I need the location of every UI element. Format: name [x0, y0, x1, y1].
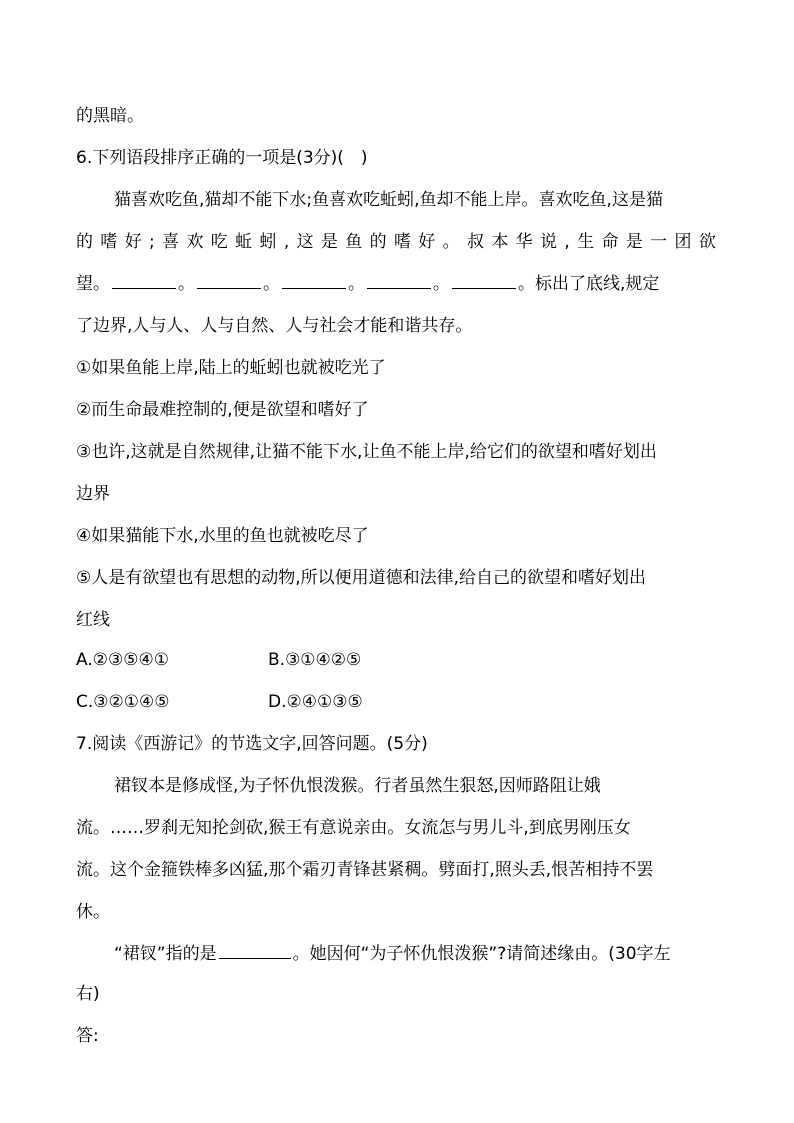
- q6-line-2-char: 好: [124, 232, 142, 252]
- q6-passage-line-4: 了边界,人与人、人与自然、人与社会才能和谐共存。: [76, 316, 473, 336]
- q7-excerpt-line-2: 流。……罗刹无知抡剑砍,猴王有意说亲由。女流怎与男儿斗,到底男刚压女: [76, 818, 631, 838]
- q6-line-2-char: 欢: [186, 232, 204, 252]
- q7-excerpt-line-1: 裙钗本是修成怪,为子怀仇恨泼猴。行者虽然生狠怒,因师路阻让娥: [114, 776, 601, 796]
- q6-passage-line-3-end: 。标出了底线,规定: [518, 274, 660, 294]
- q7-excerpt-line-3: 流。这个金箍铁棒多凶猛,那个霜刃青锋甚紧稠。劈面打,照头丢,恨苦相持不罢: [76, 860, 654, 880]
- q6-passage-line-3: [76, 272, 659, 296]
- q6-line-2-char: 的: [76, 232, 93, 252]
- option-b[interactable]: B.③①④②⑤: [268, 650, 362, 670]
- q7-question-line-2: 右): [76, 984, 100, 1004]
- q6-line-2-char: 团: [674, 232, 692, 252]
- question-7-stem: 7.阅读《西游记》的节选文字,回答问题。(5分): [76, 734, 428, 754]
- q7-excerpt-line-4: 休。: [76, 902, 110, 922]
- q6-passage-line-3-start: 望。: [76, 274, 110, 294]
- fill-blank-4[interactable]: [367, 272, 431, 289]
- q6-line-2-char: 欲: [698, 232, 716, 252]
- sentence-4: ④如果猫能下水,水里的鱼也就被吃尽了: [76, 526, 369, 546]
- q6-line-2-char: 蚯: [235, 232, 253, 252]
- q6-line-2-char: 嗜: [393, 232, 411, 252]
- sentence-3-line-1: ③也许,这就是自然规律,让猫不能下水,让鱼不能上岸,给它们的欲望和嗜好划出: [76, 442, 657, 462]
- blank-separator: 。: [433, 274, 450, 294]
- fill-blank-2[interactable]: [197, 272, 261, 289]
- q6-line-2-char: ;: [149, 232, 155, 252]
- sentence-5-line-1: ⑤人是有欲望也有思想的动物,所以便用道德和法律,给自己的欲望和嗜好划出: [76, 568, 647, 588]
- answer-blank[interactable]: [219, 942, 291, 959]
- q6-line-2-char: 叔: [466, 232, 484, 252]
- sentence-3-line-2: 边界: [76, 484, 110, 504]
- q6-line-2-char: 命: [601, 232, 619, 252]
- option-d[interactable]: D.②④①③⑤: [268, 692, 363, 712]
- fill-blank-3[interactable]: [282, 272, 346, 289]
- q6-line-2-char: ,: [564, 232, 570, 252]
- q6-line-2-char: 生: [577, 232, 595, 252]
- blank-separator: 。: [348, 274, 365, 294]
- q7-question-line-1: [114, 942, 671, 966]
- question-6-stem: 6.下列语段排序正确的一项是(3分)( ): [76, 148, 368, 168]
- q6-line-2-char: 说: [540, 232, 558, 252]
- q6-passage-line-2: [76, 230, 716, 254]
- q6-line-2-char: 华: [515, 232, 533, 252]
- q7-question-end: 。她因何“为子怀仇恨泼猴”?请简述缘由。(30字左: [292, 944, 671, 964]
- blank-separator: 。: [178, 274, 195, 294]
- q6-line-2-char: 。: [442, 232, 460, 252]
- answer-label: 答:: [76, 1026, 99, 1046]
- sentence-2: ②而生命最难控制的,便是欲望和嗜好了: [76, 400, 369, 420]
- q6-line-2-char: 是: [320, 232, 338, 252]
- fill-blank-1[interactable]: [112, 272, 176, 289]
- q7-question-start: “裙钗”指的是: [114, 944, 217, 964]
- q6-line-2-char: 本: [491, 232, 509, 252]
- q6-line-2-char: 嗜: [100, 232, 118, 252]
- q6-passage-line-1: 猫喜欢吃鱼,猫却不能下水;鱼喜欢吃蚯蚓,鱼却不能上岸。喜欢吃鱼,这是猫: [114, 190, 663, 210]
- q6-line-2-char: 好: [418, 232, 436, 252]
- q6-line-2-char: 这: [296, 232, 314, 252]
- q6-line-2-char: 喜: [162, 232, 180, 252]
- q6-line-2-char: 的: [369, 232, 387, 252]
- blank-separator: 。: [263, 274, 280, 294]
- fill-blank-5[interactable]: [452, 272, 516, 289]
- q6-line-2-char: 蚓: [259, 232, 277, 252]
- q6-line-2-char: ,: [283, 232, 290, 252]
- q6-line-2-char: 是: [625, 232, 643, 252]
- sentence-1: ①如果鱼能上岸,陆上的蚯蚓也就被吃光了: [76, 358, 386, 378]
- q6-line-2-char: 鱼: [345, 232, 363, 252]
- prev-paragraph-end: 的黑暗。: [76, 106, 144, 126]
- option-a[interactable]: A.②③⑤④①: [76, 650, 169, 670]
- sentence-5-line-2: 红线: [76, 610, 110, 630]
- q6-line-2-char: 一: [650, 232, 668, 252]
- q6-line-2-char: 吃: [210, 232, 228, 252]
- option-c[interactable]: C.③②①④⑤: [76, 692, 170, 712]
